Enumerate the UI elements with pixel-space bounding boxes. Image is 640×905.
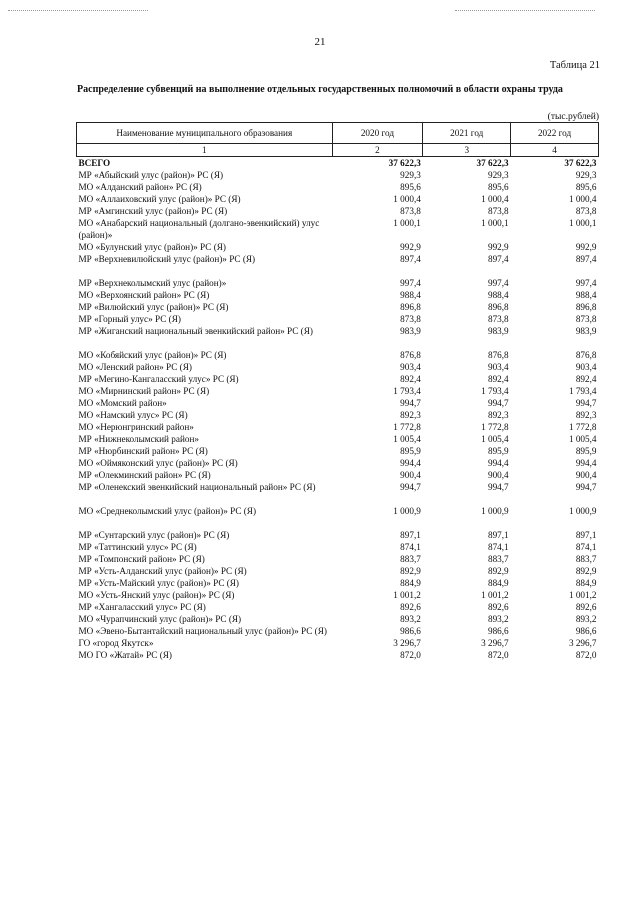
table-row (77, 457, 599, 469)
value-2022: 872,0 (575, 650, 597, 660)
table-row (77, 541, 599, 553)
municipality-name: МР «Оленекский эвенкийский национальный район» РС (Я) (78, 482, 316, 492)
municipality-name: МР «Верхневилюйский улус (район)» РС (Я) (78, 254, 256, 264)
value-2020: 892,4 (400, 374, 421, 384)
municipality-name: МР «Хангаласский улус» РС (Я) (78, 602, 206, 612)
municipality-name: МО «Аллаиховский улус (район)» РС (Я) (78, 194, 241, 204)
value-2022: 900,4 (575, 470, 597, 480)
municipality-name: МО «Чурапчинский улус (район)» РС (Я) (78, 614, 242, 624)
value-2020: 1 793,4 (393, 386, 421, 396)
table-row (77, 241, 599, 253)
value-2021: 1 793,4 (481, 386, 509, 396)
value-2022: 994,4 (575, 458, 597, 468)
total-2021: 37 622,3 (476, 158, 509, 168)
value-2020: 988,4 (400, 290, 421, 300)
value-2020: 892,9 (400, 566, 421, 576)
table-row (77, 637, 599, 649)
municipality-name: МО «Мирнинский район» РС (Я) (78, 386, 210, 396)
value-2022: 895,6 (575, 182, 597, 192)
value-2020: 994,4 (400, 458, 421, 468)
value-2021: 892,4 (487, 374, 509, 384)
value-2021: 988,4 (487, 290, 509, 300)
value-2022: 892,4 (575, 374, 597, 384)
column-number-1: 1 (77, 144, 333, 157)
table-row (77, 469, 599, 481)
table-row (77, 301, 599, 313)
municipality-name: МО «Нерюнгринский район» (78, 422, 194, 432)
value-2021: 897,4 (487, 254, 509, 264)
spacer-cell (77, 517, 599, 529)
municipality-name: МР «Мегино-Кангаласский улус» РС (Я) (78, 374, 239, 384)
column-number-3: 3 (423, 144, 511, 157)
total-2020: 37 622,3 (388, 158, 421, 168)
value-2020: 997,4 (400, 278, 421, 288)
table-row (77, 373, 599, 385)
municipality-name: МР «Амгинский улус (район)» РС (Я) (78, 206, 228, 216)
value-2022: 883,7 (575, 554, 597, 564)
table-row (77, 169, 599, 181)
value-2022: 892,6 (575, 602, 597, 612)
value-2020: 876,8 (400, 350, 421, 360)
municipality-name: МО «Намский улус» РС (Я) (78, 410, 188, 420)
value-2021: 876,8 (487, 350, 509, 360)
table-row (77, 529, 599, 541)
table-row (77, 349, 599, 361)
value-2021: 1 772,8 (481, 422, 509, 432)
value-2020: 897,1 (400, 530, 421, 540)
municipality-name: МР «Абыйский улус (район)» РС (Я) (78, 170, 224, 180)
municipality-name: МР «Сунтарский улус (район)» РС (Я) (78, 530, 230, 540)
value-2020: 896,8 (400, 302, 421, 312)
municipality-name: МО «Булунский улус (район)» РС (Я) (78, 242, 226, 252)
page-title: Распределение субвенций на выполнение отдельных государственных полномочий в области охраны труда (77, 84, 563, 95)
municipality-name: МО «Верхоянский район» РС (Я) (78, 290, 210, 300)
value-2020: 897,4 (400, 254, 421, 264)
value-2022: 994,7 (575, 482, 597, 492)
value-2021: 1 000,4 (481, 194, 509, 204)
value-2020: 884,9 (400, 578, 421, 588)
table-row (77, 217, 599, 241)
value-2020: 994,7 (400, 482, 421, 492)
table-body (77, 157, 599, 662)
value-2021: 896,8 (487, 302, 509, 312)
value-2020: 892,6 (400, 602, 421, 612)
municipality-name: ГО «город Якутск» (78, 638, 154, 648)
table-row (77, 433, 599, 445)
value-2020: 903,4 (400, 362, 421, 372)
value-2022: 892,3 (575, 410, 597, 420)
value-2021: 903,4 (487, 362, 509, 372)
value-2022: 992,9 (575, 242, 597, 252)
table-row (77, 505, 599, 517)
value-2020: 895,6 (400, 182, 421, 192)
column-number-4: 4 (511, 144, 599, 157)
value-2021: 873,8 (487, 314, 509, 324)
value-2020: 873,8 (400, 206, 421, 216)
municipality-name: МР «Горный улус» РС (Я) (78, 314, 181, 324)
municipality-name: МО «Алданский район» РС (Я) (78, 182, 202, 192)
municipality-name: МО «Кобяйский улус (район)» РС (Я) (78, 350, 227, 360)
value-2021: 895,6 (487, 182, 509, 192)
spacer-cell (77, 265, 599, 277)
column-number-2: 2 (332, 144, 423, 157)
header-2021: 2021 год (423, 123, 511, 144)
value-2021: 929,3 (487, 170, 509, 180)
table-row (77, 289, 599, 301)
value-2022: 903,4 (575, 362, 597, 372)
scan-artifact-left (8, 10, 148, 12)
value-2020: 893,2 (400, 614, 421, 624)
value-2020: 874,1 (400, 542, 421, 552)
value-2021: 892,6 (487, 602, 509, 612)
table-row (77, 193, 599, 205)
page-number: 21 (314, 36, 326, 48)
value-2022: 994,7 (575, 398, 597, 408)
total-2022: 37 622,3 (564, 158, 597, 168)
value-2022: 1 001,2 (568, 590, 597, 600)
table-row (77, 205, 599, 217)
value-2020: 986,6 (400, 626, 421, 636)
value-2022: 1 772,8 (568, 422, 597, 432)
value-2022: 897,4 (575, 254, 597, 264)
value-2022: 986,6 (575, 626, 597, 636)
value-2022: 874,1 (575, 542, 597, 552)
value-2020: 1 000,4 (393, 194, 421, 204)
value-2022: 1 000,9 (568, 506, 597, 516)
municipality-name: МО «Эвено-Бытантайский национальный улус (район)» РС (Я) (78, 626, 327, 636)
value-2020: 883,7 (400, 554, 421, 564)
value-2021: 1 001,2 (481, 590, 509, 600)
group-spacer (77, 337, 599, 349)
value-2022: 873,8 (575, 206, 597, 216)
value-2020: 900,4 (400, 470, 421, 480)
table-row (77, 601, 599, 613)
value-2022: 873,8 (575, 314, 597, 324)
municipality-name: МО ГО «Жатай» РС (Я) (78, 650, 172, 660)
value-2020: 1 000,1 (393, 218, 421, 228)
value-2021: 897,1 (487, 530, 509, 540)
value-2022: 3 296,7 (568, 638, 597, 648)
municipality-name: МР «Жиганский национальный эвенкийский район» РС (Я) (78, 326, 313, 336)
value-2021: 1 005,4 (481, 434, 509, 444)
value-2020: 895,9 (400, 446, 421, 456)
value-2020: 929,3 (400, 170, 421, 180)
value-2020: 872,0 (400, 650, 421, 660)
table-row (77, 481, 599, 493)
municipality-name: МР «Усть-Алданский улус (район)» РС (Я) (78, 566, 247, 576)
value-2022: 895,9 (575, 446, 597, 456)
value-2021: 893,2 (487, 614, 509, 624)
table-row (77, 397, 599, 409)
table-row (77, 577, 599, 589)
value-2021: 983,9 (487, 326, 509, 336)
table-row (77, 445, 599, 457)
value-2022: 1 793,4 (568, 386, 597, 396)
value-2020: 1 005,4 (393, 434, 421, 444)
value-2020: 1 000,9 (393, 506, 421, 516)
value-2021: 997,4 (487, 278, 509, 288)
municipality-name: МР «Томпонский район» РС (Я) (78, 554, 205, 564)
value-2021: 992,9 (487, 242, 509, 252)
table-row (77, 553, 599, 565)
table-row (77, 409, 599, 421)
value-2022: 892,9 (575, 566, 597, 576)
header-name: Наименование муниципального образования (77, 123, 333, 144)
value-2022: 884,9 (575, 578, 597, 588)
value-2020: 994,7 (400, 398, 421, 408)
value-2021: 994,7 (487, 398, 509, 408)
group-spacer (77, 517, 599, 529)
total-row (77, 157, 599, 170)
value-2021: 872,0 (487, 650, 509, 660)
value-2021: 873,8 (487, 206, 509, 216)
value-2020: 892,3 (400, 410, 421, 420)
municipality-name: МО «Среднеколымский улус (район)» РС (Я) (78, 506, 256, 516)
scan-artifact-right (455, 10, 595, 12)
table-row (77, 385, 599, 397)
value-2021: 986,6 (487, 626, 509, 636)
value-2021: 994,7 (487, 482, 509, 492)
value-2021: 884,9 (487, 578, 509, 588)
municipality-name: МР «Нижнеколымский район» (78, 434, 199, 444)
value-2020: 1 772,8 (393, 422, 421, 432)
value-2022: 983,9 (575, 326, 597, 336)
header-2022: 2022 год (511, 123, 599, 144)
table-row (77, 277, 599, 289)
municipality-name: МО «Усть-Янский улус (район)» РС (Я) (78, 590, 235, 600)
table-label: Таблица 21 (549, 60, 600, 71)
value-2020: 1 001,2 (393, 590, 421, 600)
municipality-name: МР «Вилюйский улус (район)» РС (Я) (78, 302, 229, 312)
municipality-name: МР «Таттинский улус» РС (Я) (78, 542, 197, 552)
value-2021: 1 000,9 (481, 506, 509, 516)
value-2022: 1 000,4 (568, 194, 597, 204)
spacer-cell (77, 493, 599, 505)
total-label: ВСЕГО (78, 158, 111, 168)
value-2021: 874,1 (487, 542, 509, 552)
value-2021: 892,3 (487, 410, 509, 420)
value-2022: 1 005,4 (568, 434, 597, 444)
table-row (77, 565, 599, 577)
units-label: (тыс.рублей) (547, 112, 599, 122)
table-row (77, 361, 599, 373)
header-2020: 2020 год (332, 123, 423, 144)
header-row (77, 123, 599, 144)
value-2020: 983,9 (400, 326, 421, 336)
value-2021: 994,4 (487, 458, 509, 468)
municipality-name: МО «Анабарский национальный (долгано-эвенкийский) улус (район)» (78, 218, 320, 240)
value-2021: 883,7 (487, 554, 509, 564)
value-2021: 892,9 (487, 566, 509, 576)
municipality-name: МО «Ленский район» РС (Я) (78, 362, 192, 372)
value-2022: 929,3 (575, 170, 597, 180)
subvention-table (76, 122, 599, 661)
table-row (77, 613, 599, 625)
value-2020: 992,9 (400, 242, 421, 252)
value-2021: 900,4 (487, 470, 509, 480)
table-row (77, 253, 599, 265)
table-row (77, 589, 599, 601)
spacer-cell (77, 337, 599, 349)
municipality-name: МР «Усть-Майский улус (район)» РС (Я) (78, 578, 239, 588)
municipality-name: МО «Момский район» (78, 398, 167, 408)
table-row (77, 325, 599, 337)
value-2020: 3 296,7 (393, 638, 421, 648)
value-2022: 988,4 (575, 290, 597, 300)
municipality-name: МР «Верхнеколымский улус (район)» (78, 278, 227, 288)
value-2022: 997,4 (575, 278, 597, 288)
municipality-name: МР «Олекминский район» РС (Я) (78, 470, 211, 480)
table-row (77, 649, 599, 661)
table-row (77, 181, 599, 193)
value-2021: 895,9 (487, 446, 509, 456)
value-2022: 876,8 (575, 350, 597, 360)
municipality-name: МО «Оймяконский улус (район)» РС (Я) (78, 458, 238, 468)
value-2022: 1 000,1 (568, 218, 597, 228)
table-row (77, 313, 599, 325)
group-spacer (77, 265, 599, 277)
value-2022: 897,1 (575, 530, 597, 540)
municipality-name: МР «Нюрбинский район» РС (Я) (78, 446, 208, 456)
value-2021: 3 296,7 (481, 638, 509, 648)
group-spacer (77, 493, 599, 505)
table-row (77, 421, 599, 433)
column-number-row (77, 144, 599, 157)
value-2022: 893,2 (575, 614, 597, 624)
value-2021: 1 000,1 (481, 218, 509, 228)
table-row (77, 625, 599, 637)
value-2022: 896,8 (575, 302, 597, 312)
value-2020: 873,8 (400, 314, 421, 324)
